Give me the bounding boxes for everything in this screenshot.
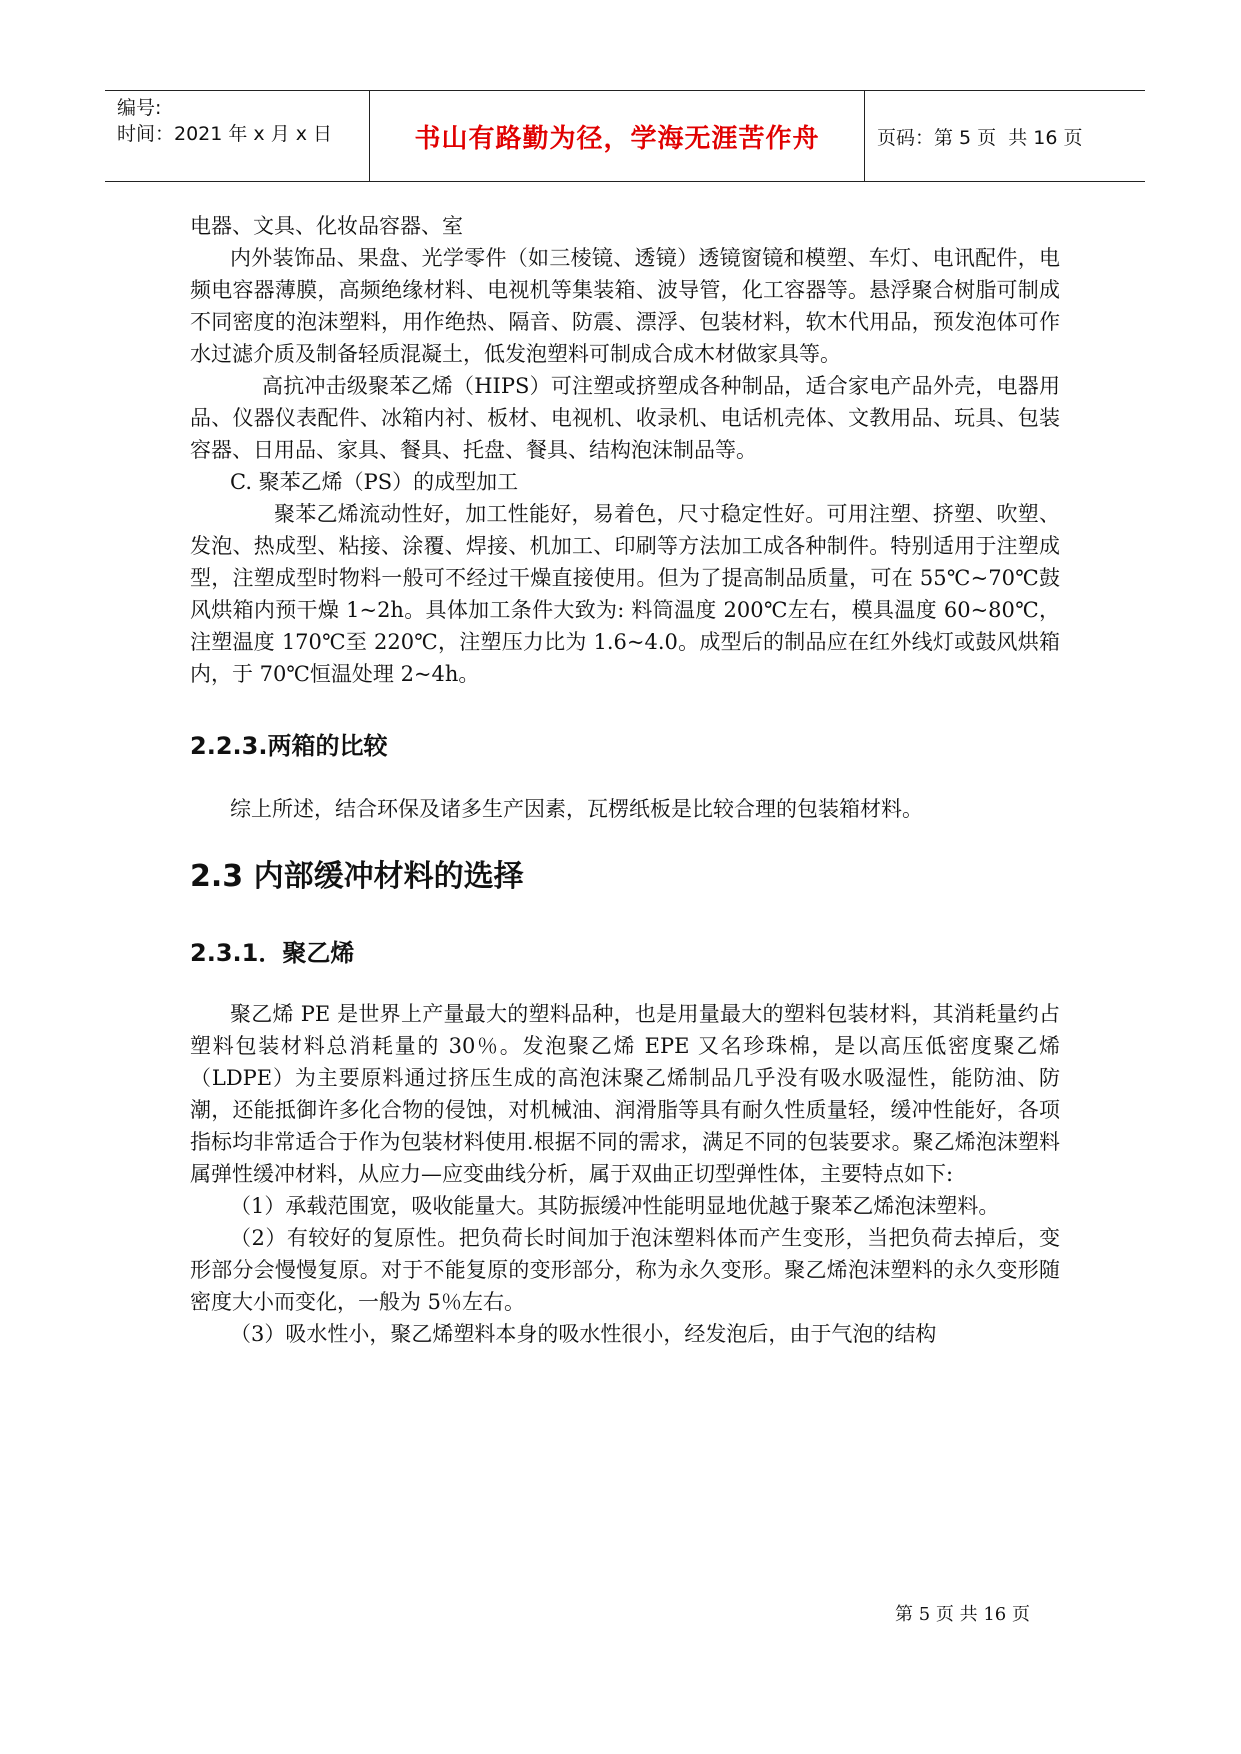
section-heading-2-3: 2.3 内部缓冲材料的选择 <box>190 859 524 894</box>
paragraph: 聚苯乙烯流动性好，加工性能好，易着色，尺寸稳定性好。可用注塑、挤塑、吹塑、发泡、热成型、粘接、涂覆、焊接、机加工、印刷等方法加工成各种制件。特别适用于注塑成型，注塑成型时物料一般可不经过干燥直接使用。但为了提高制品质量，可在 55℃~70℃鼓风烘箱内预干燥 1~2h。具体加工条件大致为: 料筒温度 200℃左右，模具温度 60~80℃，注塑温度 170℃至 220℃，注塑压力比为 1.6~4.0。成型后的制品应在红外线灯或鼓风烘箱内，于 70℃恒温处理 2~4h。 <box>190 502 1060 686</box>
page-header <box>105 90 1145 182</box>
document-time-label: 时间：2021 年 x 月 x 日 <box>117 123 333 145</box>
header-page-info: 页码：第 5 页 共 16 页 <box>877 126 1083 149</box>
section-heading-2-3-1: 2.3.1．聚乙烯 <box>190 939 355 967</box>
paragraph: 电器、文具、化妆品容器、室 <box>190 214 463 238</box>
paragraph: 综上所述，结合环保及诸多生产因素，瓦楞纸板是比较合理的包装箱材料。 <box>230 797 923 821</box>
header-page-info-cell <box>865 91 1145 181</box>
paragraph: C. 聚苯乙烯（PS）的成型加工 <box>230 470 519 494</box>
list-item: （3）吸水性小，聚乙烯塑料本身的吸水性很小，经发泡后，由于气泡的结构 <box>230 1322 937 1346</box>
header-motto: 书山有路勤为径，学海无涯苦作舟 <box>370 91 865 181</box>
paragraph: 聚乙烯 PE 是世界上产量最大的塑料品种，也是用量最大的塑料包装材料，其消耗量约占塑料包装材料总消耗量的 30％。发泡聚乙烯 EPE 又名珍珠棉，是以高压低密度聚乙烯（LDPE）为主要原料通过挤压生成的高泡沫聚乙烯制品几乎没有吸水吸湿性，能防油、防潮，还能抵御许多化合物的侵蚀，对机械油、润滑脂等具有耐久性质量轻，缓冲性能好，各项指标均非常适合于作为包装材料使用.根据不同的需求，满足不同的包装要求。聚乙烯泡沫塑料属弹性缓冲材料，从应力—应变曲线分析，属于双曲正切型弹性体，主要特点如下: <box>190 1002 1060 1186</box>
section-heading-2-2-3: 2.2.3.两箱的比较 <box>190 732 388 760</box>
list-item: （1）承载范围宽，吸收能量大。其防振缓冲性能明显地优越于聚苯乙烯泡沫塑料。 <box>230 1194 1000 1218</box>
page-footer: 第 5 页 共 16 页 <box>895 1604 1030 1625</box>
paragraph: 高抗冲击级聚苯乙烯（HIPS）可注塑或挤塑成各种制品，适合家电产品外壳，电器用品、仪器仪表配件、冰箱内衬、板材、电视机、收录机、电话机壳体、文教用品、玩具、包装容器、日用品、家具、餐具、托盘、餐具、结构泡沫制品等。 <box>190 374 1060 462</box>
list-item: （2）有较好的复原性。把负荷长时间加于泡沫塑料体而产生变形，当把负荷去掉后，变形部分会慢慢复原。对于不能复原的变形部分，称为永久变形。聚乙烯泡沫塑料的永久变形随密度大小而变化，一般为 5％左右。 <box>190 1226 1060 1314</box>
paragraph: 内外装饰品、果盘、光学零件（如三棱镜、透镜）透镜窗镜和模塑、车灯、电讯配件，电频电容器薄膜，高频绝缘材料、电视机等集装箱、波导管，化工容器等。悬浮聚合树脂可制成不同密度的泡沫塑料，用作绝热、隔音、防震、漂浮、包装材料，软木代用品，预发泡体可作水过滤介质及制备轻质混凝土，低发泡塑料可制成合成木材做家具等。 <box>190 246 1060 366</box>
document-body <box>190 210 1060 1350</box>
header-meta-cell <box>105 91 370 181</box>
document-number-label: 编号: <box>117 97 162 119</box>
